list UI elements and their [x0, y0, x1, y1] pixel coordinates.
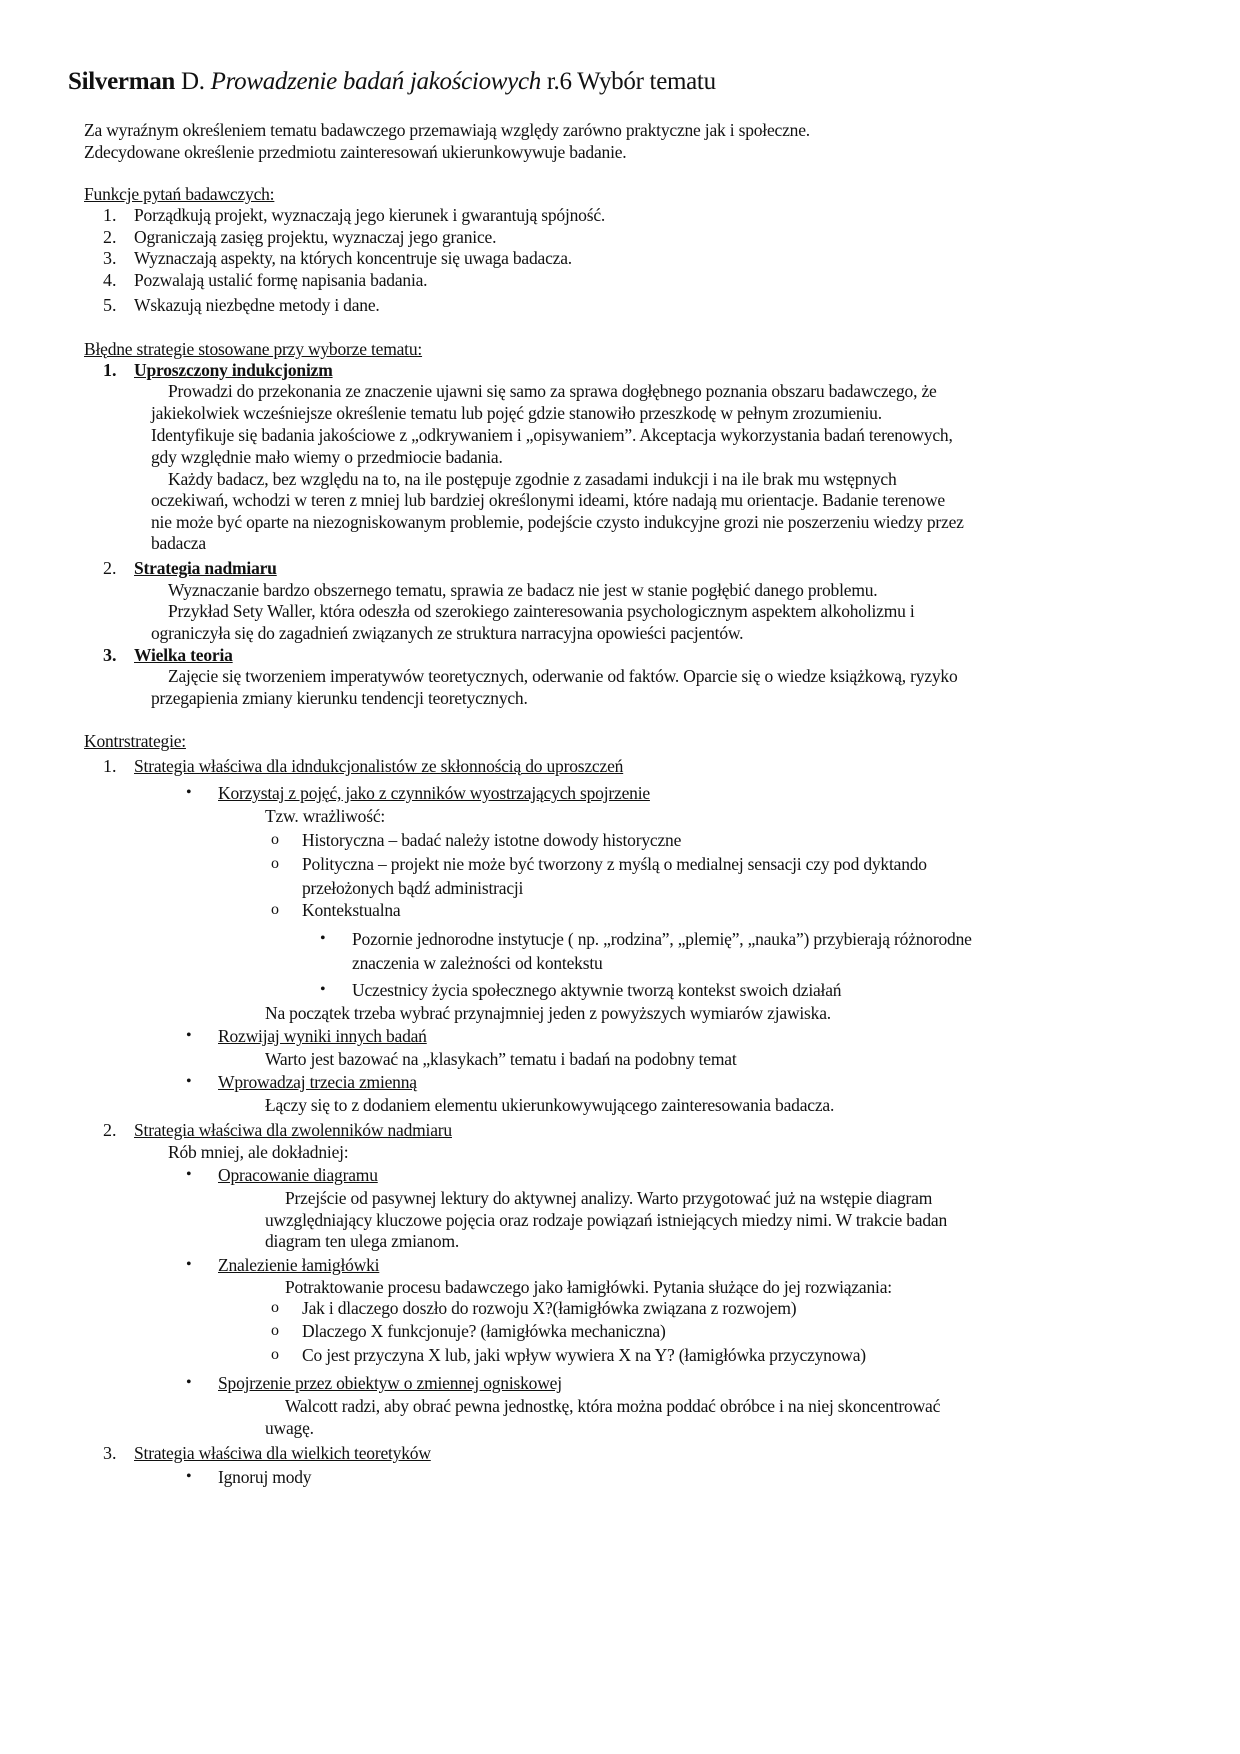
bullet-icon: •	[186, 1027, 192, 1044]
list-number: 2.	[103, 1120, 117, 1140]
bullet-icon: •	[186, 1256, 192, 1273]
sub-item: Co jest przyczyna X lub, jaki wpływ wywiera X na Y? (łamigłówka przyczynowa)	[302, 1345, 866, 1365]
title-initial: D.	[175, 68, 211, 95]
paragraph-line: Walcott radzi, aby obrać pewna jednostkę, która można poddać obróbce i na niej skoncentrować	[285, 1396, 941, 1416]
bullet-heading: Korzystaj z pojęć, jako z czynników wyostrzających spojrzenie	[218, 783, 650, 803]
sub-sub-item: Uczestnicy życia społecznego aktywnie tworzą kontekst swoich działań	[352, 980, 842, 1000]
circle-bullet-icon: o	[271, 1346, 279, 1363]
bullet-icon: •	[320, 930, 326, 947]
bullet-heading: Wprowadzaj trzecia zmienną	[218, 1072, 417, 1092]
paragraph-line: oczekiwań, wchodzi w teren z mniej lub bardziej określonymi ideami, które nadają mu orientacje. Badanie terenowe	[151, 490, 945, 510]
counter-strategies-heading: Kontrstrategie:	[84, 731, 186, 751]
paragraph-line: Potraktowanie procesu badawczego jako łamigłówki. Pytania służące do jej rozwiązania:	[285, 1277, 892, 1297]
circle-bullet-icon: o	[271, 1299, 279, 1316]
list-number: 3.	[103, 248, 117, 268]
paragraph-line: Zajęcie się tworzeniem imperatywów teoretycznych, oderwanie od faktów. Oparcie się o wiedze książkową, ryzyko	[168, 666, 958, 686]
list-item: Wyznaczają aspekty, na których koncentruje się uwaga badacza.	[134, 248, 572, 268]
sub-item: przełożonych bądź administracji	[302, 878, 524, 898]
paragraph-line: jakiekolwiek wcześniejsze określenie tematu lub pojęć gdzie stanowiło przeszkodę w pełnym zrozumieniu.	[151, 403, 882, 423]
paragraph-line: Przykład Sety Waller, która odeszła od szerokiego zainteresowania psychologicznym aspektem alkoholizmu i	[168, 601, 915, 621]
sub-item: Kontekstualna	[302, 900, 401, 920]
wrong-strategies-heading: Błędne strategie stosowane przy wyborze tematu:	[84, 339, 423, 359]
list-item: Ograniczają zasięg projektu, wyznaczaj jego granice.	[134, 227, 497, 247]
sub-item: Historyczna – badać należy istotne dowody historyczne	[302, 830, 682, 850]
list-number: 2.	[103, 227, 117, 247]
list-item: Pozwalają ustalić formę napisania badania.	[134, 270, 428, 290]
sub-item: Dlaczego X funkcjonuje? (łamigłówka mechaniczna)	[302, 1321, 666, 1341]
circle-bullet-icon: o	[271, 831, 279, 848]
list-number: 1.	[103, 205, 117, 225]
list-item: Wskazują niezbędne metody i dane.	[134, 295, 380, 315]
paragraph-line: Warto jest bazować na „klasykach” tematu i badań na podobny temat	[265, 1049, 737, 1069]
list-number: 3.	[103, 1443, 117, 1463]
list-number: 3.	[103, 645, 117, 665]
bullet-heading: Znalezienie łamigłówki	[218, 1255, 380, 1275]
bullet-heading: Opracowanie diagramu	[218, 1165, 378, 1185]
strategy-title: Uproszczony indukcjonizm	[134, 360, 333, 380]
strategy-title: Strategia właściwa dla idndukcjonalistów ze skłonnością do uproszczeń	[134, 756, 624, 776]
paragraph-line: badacza	[151, 533, 206, 553]
paragraph-line: diagram ten ulega zmianom.	[265, 1231, 460, 1251]
paragraph-line: ograniczyła się do zagadnień związanych ze struktura narracyjna opowieści pacjentów.	[151, 623, 744, 643]
paragraph-line: Na początek trzeba wybrać przynajmniej jeden z powyższych wymiarów zjawiska.	[265, 1003, 831, 1023]
intro-line: Zdecydowane określenie przedmiotu zainteresowań ukierunkowywuje badanie.	[84, 142, 627, 162]
list-item: Porządkują projekt, wyznaczają jego kierunek i gwarantują spójność.	[134, 205, 606, 225]
paragraph-line: Przejście od pasywnej lektury do aktywnej analizy. Warto przygotować już na wstępie diagram	[285, 1188, 933, 1208]
bullet-icon: •	[186, 1073, 192, 1090]
title-chapter: r.6 Wybór tematu	[540, 68, 716, 95]
title-book: Prowadzenie badań jakościowych	[210, 68, 541, 95]
strategy-title: Strategia właściwa dla wielkich teoretyków	[134, 1443, 431, 1463]
bullet-heading: Rozwijaj wyniki innych badań	[218, 1026, 427, 1046]
paragraph-line: uwagę.	[265, 1418, 314, 1438]
bullet-icon: •	[186, 784, 192, 801]
bullet-icon: •	[186, 1166, 192, 1183]
sub-item: Polityczna – projekt nie może być tworzony z myślą o medialnej sensacji czy pod dyktando	[302, 854, 927, 874]
intro-line: Za wyraźnym określeniem tematu badawczego przemawiają względy zarówno praktyczne jak i społeczne.	[84, 120, 810, 140]
paragraph-line: Prowadzi do przekonania ze znaczenie ujawni się samo za sprawa dogłębnego poznania obszaru badawczego, że	[168, 381, 937, 401]
functions-heading: Funkcje pytań badawczych:	[84, 184, 275, 204]
paragraph-line: Identyfikuje się badania jakościowe z „odkrywaniem i „opisywaniem”. Akceptacja wykorzystania badań terenowych,	[151, 425, 953, 445]
circle-bullet-icon: o	[271, 901, 279, 918]
bullet-icon: •	[320, 981, 326, 998]
document-title	[68, 68, 716, 96]
paragraph-line: Każdy badacz, bez względu na to, na ile postępuje zgodnie z zasadami indukcji i na ile brak mu wstępnych	[168, 469, 897, 489]
circle-bullet-icon: o	[271, 1322, 279, 1339]
paragraph-line: Rób mniej, ale dokładniej:	[168, 1142, 349, 1162]
strategy-title: Wielka teoria	[134, 645, 233, 665]
paragraph-line: Łączy się to z dodaniem elementu ukierunkowywującego zainteresowania badacza.	[265, 1095, 835, 1115]
list-number: 2.	[103, 558, 117, 578]
list-number: 1.	[103, 756, 117, 776]
title-author: Silverman	[68, 68, 176, 95]
circle-bullet-icon: o	[271, 855, 279, 872]
strategy-title: Strategia właściwa dla zwolenników nadmiaru	[134, 1120, 452, 1140]
sub-item: Jak i dlaczego doszło do rozwoju X?(łamigłówka związana z rozwojem)	[302, 1298, 797, 1318]
list-number: 5.	[103, 295, 117, 315]
sub-sub-item: znaczenia w zależności od kontekstu	[352, 953, 603, 973]
bullet-icon: •	[186, 1468, 192, 1485]
list-number: 4.	[103, 270, 117, 290]
paragraph-line: Wyznaczanie bardzo obszernego tematu, sprawia ze badacz nie jest w stanie pogłębić danego problemu.	[168, 580, 878, 600]
bullet-icon: •	[186, 1374, 192, 1391]
bullet-heading: Spojrzenie przez obiektyw o zmiennej ogniskowej	[218, 1373, 562, 1393]
paragraph-line: uwzględniający kluczowe pojęcia oraz rodzaje powiązań istniejących miedzy nimi. W trakcie badan	[265, 1210, 947, 1230]
paragraph-line: Tzw. wrażliwość:	[265, 806, 386, 826]
paragraph-line: gdy względnie mało wiemy o przedmiocie badania.	[151, 447, 503, 467]
strategy-title: Strategia nadmiaru	[134, 558, 277, 578]
list-number: 1.	[103, 360, 117, 380]
sub-sub-item: Pozornie jednorodne instytucje ( np. „rodzina”, „plemię”, „nauka”) przybierają różnorodne	[352, 929, 972, 949]
paragraph-line: przegapienia zmiany kierunku tendencji teoretycznych.	[151, 688, 528, 708]
paragraph-line: nie może być oparte na niezogniskowanym problemie, podejście czysto indukcyjne grozi nie poszerzeniu wiedzy przez	[151, 512, 964, 532]
bullet-heading: Ignoruj mody	[218, 1467, 312, 1487]
